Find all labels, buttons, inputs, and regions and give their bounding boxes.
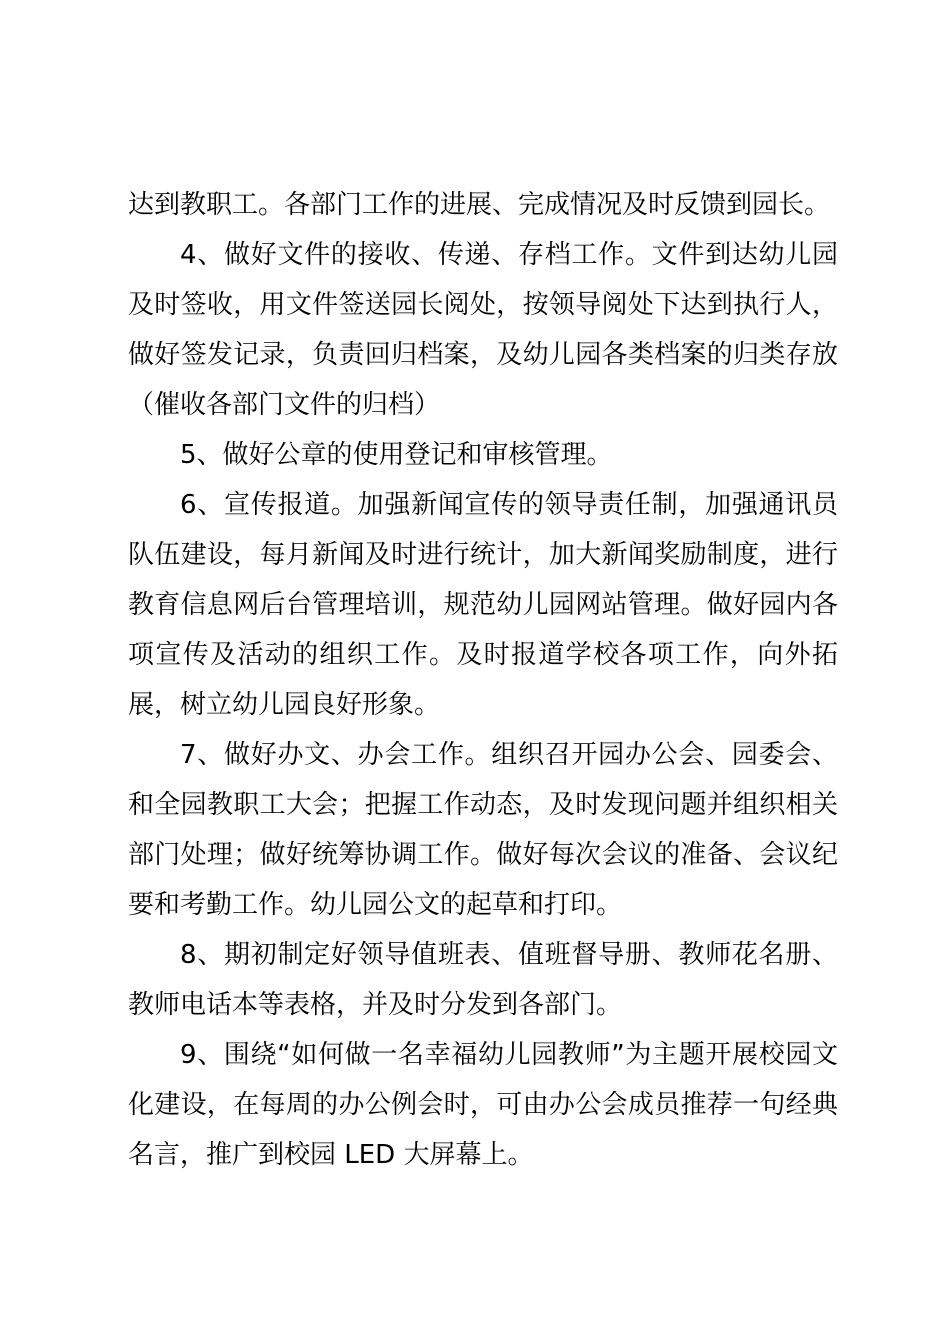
document-body — [128, 180, 838, 1180]
paragraph-item-8: 8、期初制定好领导值班表、值班督导册、教师花名册、教师电话本等表格，并及时分发到各部门。 — [128, 940, 838, 1020]
paragraph-continuation: 达到教职工。各部门工作的进展、完成情况及时反馈到园长。 — [128, 190, 831, 220]
paragraph-item-7: 7、做好办文、办会工作。组织召开园办公会、园委会、和全园教职工大会；把握工作动态，及时发现问题并组织相关部门处理；做好统筹协调工作。做好每次会议的准备、会议纪要和考勤工作。幼儿园公文的起草和打印。 — [128, 740, 838, 920]
paragraph-item-6: 6、宣传报道。加强新闻宣传的领导责任制，加强通讯员队伍建设，每月新闻及时进行统计，加大新闻奖励制度，进行教育信息网后台管理培训，规范幼儿园网站管理。做好园内各项宣传及活动的组织工作。及时报道学校各项工作，向外拓展，树立幼儿园良好形象。 — [128, 490, 838, 720]
paragraph-item-5: 5、做好公章的使用登记和审核管理。 — [180, 440, 613, 470]
paragraph-item-4: 4、做好文件的接收、传递、存档工作。文件到达幼儿园及时签收，用文件签送园长阅处，按领导阅处下达到执行人，做好签发记录，负责回归档案，及幼儿园各类档案的归类存放（催收各部门文件的归档） — [128, 240, 838, 420]
paragraph-item-9: 9、围绕“如何做一名幸福幼儿园教师”为主题开展校园文化建设，在每周的办公例会时，可由办公会成员推荐一句经典名言，推广到校园 LED 大屏幕上。 — [128, 1040, 838, 1170]
